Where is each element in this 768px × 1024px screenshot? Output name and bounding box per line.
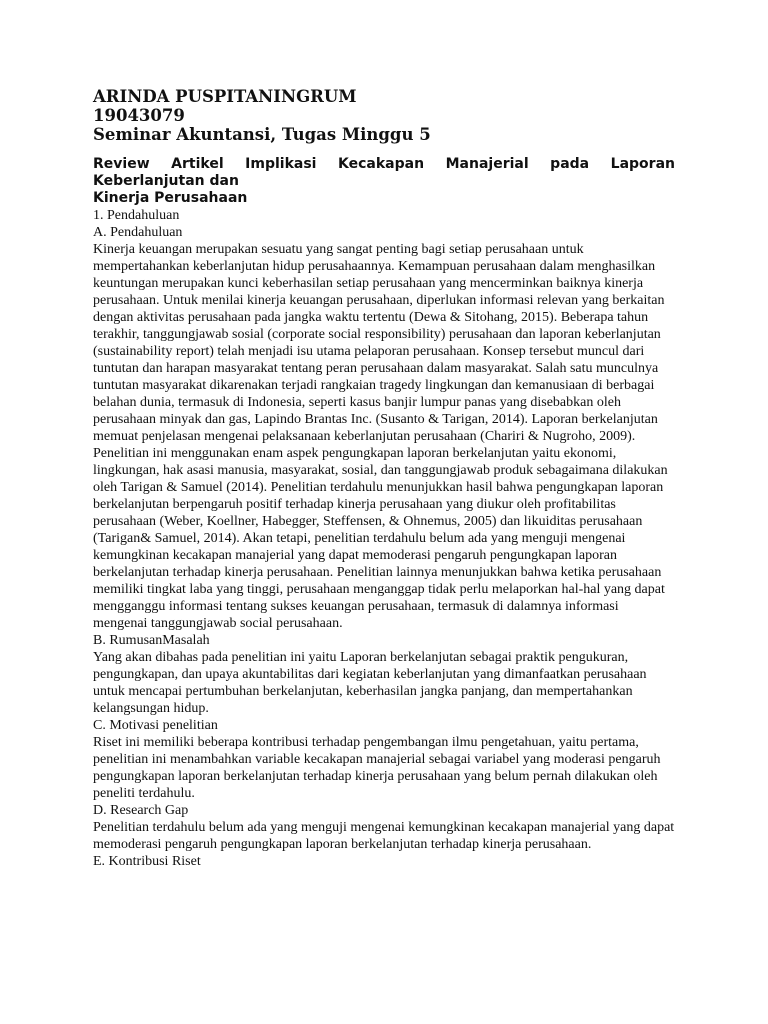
article-title-line-1: Review Artikel Implikasi Kecakapan Manajerial pada Laporan: [93, 156, 675, 172]
paragraph-d-1: Penelitian terdahulu belum ada yang menguji mengenai kemungkinan kecakapan manajerial yang dapat memoderasi pengaruh pengungkapan laporan berkelanjutan terhadap kinerja perusahaan.: [93, 820, 675, 852]
paragraph-c-1: Riset ini memiliki beberapa kontribusi terhadap pengembangan ilmu pengetahuan, yaitu pertama, penelitian ini menambahkan variable kecakapan manajerial sebagai variabel yang moderasi pengaruh pengungkapan laporan berkelanjutan terhadap kinerja perusahaan yang belum pernah dilakukan oleh peneliti terdahulu.: [93, 735, 661, 801]
article-title-line-3: Kinerja Perusahaan: [93, 190, 248, 206]
subsection-heading-d: D. Research Gap: [93, 803, 189, 818]
document-header: [93, 87, 675, 144]
subsection-heading-a: A. Pendahuluan: [93, 225, 183, 240]
paragraph-b-1: Yang akan dibahas pada penelitian ini yaitu Laporan berkelanjutan sebagai praktik pengukuran, pengungkapan, dan upaya akuntabilitas dari kegiatan keberlanjutan yang dimanfaatkan perusahaan untuk mencapai pertumbuhan berkelanjutan, keberhasilan jangka panjang, dan mempertahankan kelangsungan hidup.: [93, 650, 647, 716]
article-title: [93, 156, 675, 207]
paragraph-a-2: Penelitian ini menggunakan enam aspek pengungkapan laporan berkelanjutan yaitu ekonomi, lingkungan, hak asasi manusia, masyarakat, sosial, dan tanggungjawab produk sebagaimana dilakukan oleh Tarigan & Samuel (2014). Penelitian terdahulu menunjukkan hasil bahwa pengungkapan laporan berkelanjutan berpengaruh positif terhadap kinerja perusahaan yang diukur oleh profitabilitas perusahaan (Weber, Koellner, Habegger, Steffensen, & Ohnemus, 2005) dan likuiditas perusahaan (Tarigan& Samuel, 2014). Akan tetapi, penelitian terdahulu belum ada yang menguji mengenai kemungkinan kecakapan manajerial yang dapat memoderasi pengaruh pengungkapan laporan berkelanjutan terhadap kinerja perusahaan. Penelitian lainnya menunjukkan bahwa ketika perusahaan memiliki tingkat laba yang tinggi, perusahaan menganggap tidak perlu melaporkan hal-hal yang dapat mengganggu informasi tentang sukses keuangan perusahaan, termasuk di dalamnya informasi mengenai tanggungjawab social perusahaan.: [93, 446, 668, 631]
subsection-heading-e: E. Kontribusi Riset: [93, 854, 201, 869]
paragraph-a-1: Kinerja keuangan merupakan sesuatu yang sangat penting bagi setiap perusahaan untuk mempertahankan keberlanjutan hidup perusahaannya. Kemampuan perusahaan dalam menghasilkan keuntungan merupakan kunci keberhasilan setiap perusahaan yang mencerminkan baiknya kinerja perusahaan. Untuk menilai kinerja keuangan perusahaan, diperlukan informasi relevan yang berkaitan dengan aktivitas perusahaan pada jangka waktu tertentu (Dewa & Sitohang, 2015). Beberapa tahun terakhir, tanggungjawab sosial (corporate social responsibility) perusahaan dan laporan keberlanjutan (sustainability report) telah menjadi isu utama pelaporan perusahaan. Konsep tersebut muncul dari tuntutan dan harapan masyarakat tentang peran perusahaan dalam masyarakat. Salah satu munculnya tuntutan masyarakat dikarenakan terjadi rangkaian tragedy lingkungan dan kemanusiaan di berbagai belahan dunia, termasuk di Indonesia, seperti kasus banjir lumpur panas yang disebabkan oleh perusahaan minyak dan gas, Lapindo Brantas Inc. (Susanto & Tarigan, 2014). Laporan berkelanjutan memuat penjelasan mengenai pelaksanaan keberlanjutan perusahaan (Chariri & Nugroho, 2009).: [93, 242, 665, 444]
author-name: ARINDA PUSPITANINGRUM: [93, 87, 357, 106]
article-title-line-2: Keberlanjutan dan: [93, 173, 239, 189]
section-heading-pendahuluan: 1. Pendahuluan: [93, 208, 180, 223]
course-title: Seminar Akuntansi, Tugas Minggu 5: [93, 125, 431, 144]
document-body: [93, 207, 675, 870]
subsection-heading-c: C. Motivasi penelitian: [93, 718, 218, 733]
subsection-heading-b: B. RumusanMasalah: [93, 633, 210, 648]
student-id: 19043079: [93, 106, 185, 125]
